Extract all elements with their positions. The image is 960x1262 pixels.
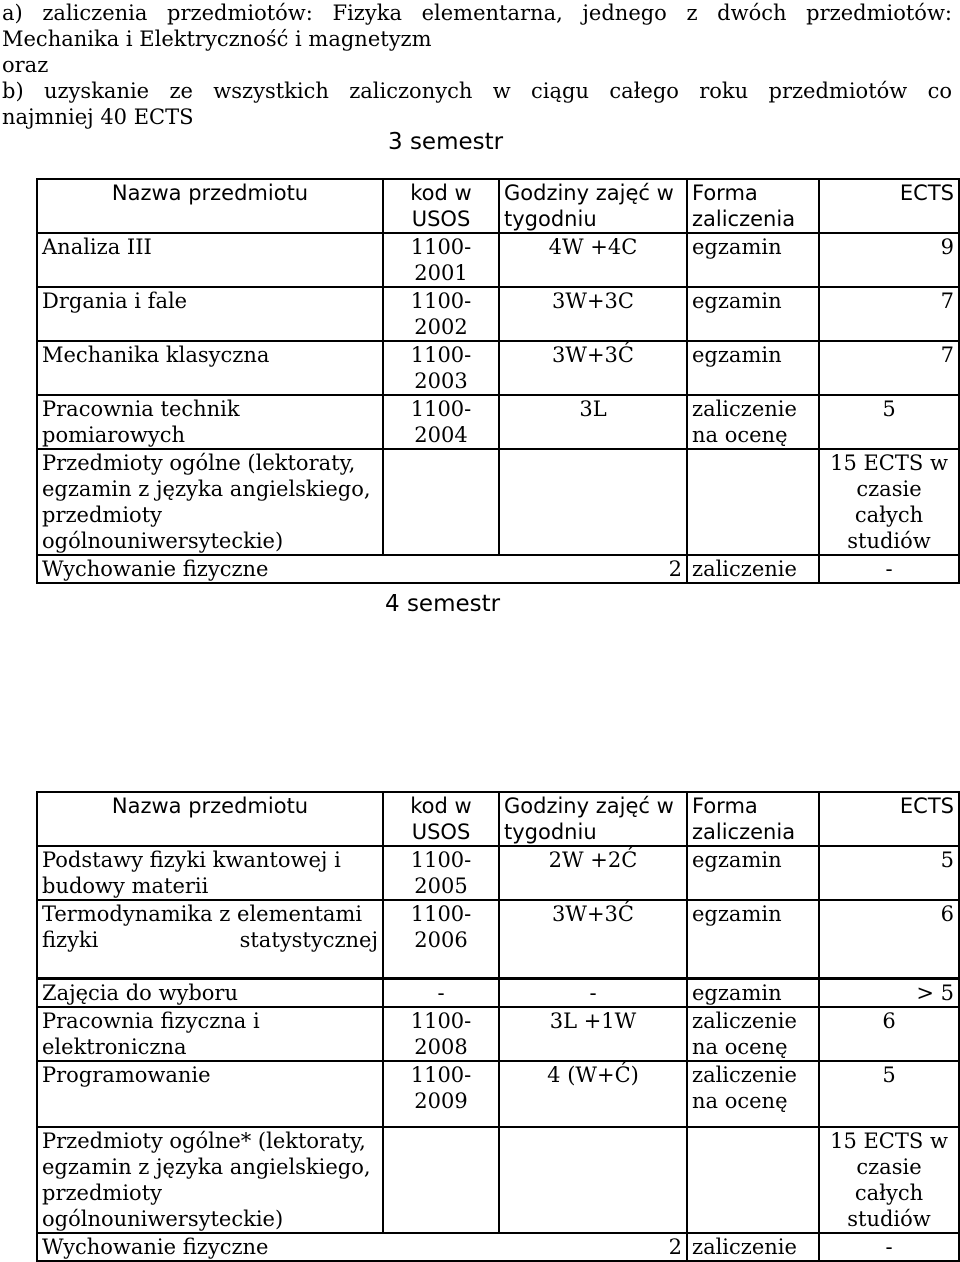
cell-ects: 9 (819, 233, 959, 287)
table-row (37, 979, 959, 1007)
cell-name: Termodynamika z elementami fizyki statystycznej (37, 900, 383, 978)
table-row (37, 1061, 959, 1127)
cell-name: Wychowanie fizyczne (37, 555, 499, 583)
cell-hours: 2 (499, 555, 687, 583)
cell-ects: 7 (819, 287, 959, 341)
cell-form: egzamin (687, 287, 819, 341)
table-row (37, 341, 959, 395)
cell-form: zaliczenie na ocenę (687, 395, 819, 449)
cell-hours: 4W +4C (499, 233, 687, 287)
cell-name: Programowanie (37, 1061, 383, 1127)
cell-code: 1100-2009 (383, 1061, 499, 1127)
cell-code (383, 449, 499, 555)
cell-ects: - (819, 1233, 959, 1261)
cell-form: zaliczenie (687, 555, 819, 583)
table-row (37, 287, 959, 341)
cell-ects: 5 (819, 395, 959, 449)
cell-code: - (383, 979, 499, 1007)
cell-form: egzamin (687, 979, 819, 1007)
cell-name: Mechanika klasyczna (37, 341, 383, 395)
cell-code: 1100-2008 (383, 1007, 499, 1061)
table-row (37, 1007, 959, 1061)
cell-ects: 7 (819, 341, 959, 395)
header-hours: Godziny zajęć w tygodniu (499, 179, 687, 233)
header-name: Nazwa przedmiotu (37, 792, 383, 846)
table-header-row (37, 179, 959, 233)
table-row (37, 1233, 959, 1261)
cell-code (383, 1127, 499, 1233)
header-form: Forma zaliczenia (687, 179, 819, 233)
cell-code: 1100-2004 (383, 395, 499, 449)
cell-form (687, 449, 819, 555)
cell-ects: 5 (819, 1061, 959, 1127)
header-name: Nazwa przedmiotu (37, 179, 383, 233)
semester-3-table (36, 178, 960, 584)
cell-hours: 2W +2Ć (499, 846, 687, 900)
cell-name: Pracownia technik pomiarowych (37, 395, 383, 449)
cell-form: egzamin (687, 233, 819, 287)
cell-form: zaliczenie na ocenę (687, 1061, 819, 1127)
cell-code: 1100-2003 (383, 341, 499, 395)
header-hours: Godziny zajęć w tygodniu (499, 792, 687, 846)
cell-ects: - (819, 555, 959, 583)
intro-line-b1: b) uzyskanie ze wszystkich zaliczonych w ciągu całego roku przedmiotów co (2, 79, 952, 103)
intro-line-a1: a) zaliczenia przedmiotów: Fizyka elementarna, jednego z dwóch przedmiotów: (2, 1, 952, 25)
cell-name: Przedmioty ogólne (lektoraty, egzamin z języka angielskiego, przedmioty ogólnouniwersyteckie) (37, 449, 383, 555)
table-row (37, 846, 959, 900)
table-row (37, 233, 959, 287)
table-row (37, 449, 959, 555)
cell-ects: 15 ECTS w czasie całych studiów (819, 449, 959, 555)
cell-hours: 2 (499, 1233, 687, 1261)
cell-ects: 15 ECTS w czasie całych studiów (819, 1127, 959, 1233)
cell-hours: - (499, 979, 687, 1007)
cell-form: egzamin (687, 900, 819, 978)
header-code: kod w USOS (383, 792, 499, 846)
cell-code: 1100-2006 (383, 900, 499, 978)
table-row (37, 395, 959, 449)
table-row (37, 900, 959, 978)
cell-hours: 3L +1W (499, 1007, 687, 1061)
cell-hours: 3W+3Ć (499, 900, 687, 978)
cell-form: zaliczenie (687, 1233, 819, 1261)
intro-line-oraz: oraz (2, 53, 49, 77)
semester-3-title: 3 semestr (388, 129, 504, 155)
cell-code: 1100-2005 (383, 846, 499, 900)
header-code: kod w USOS (383, 179, 499, 233)
cell-name: Podstawy fizyki kwantowej i budowy materii (37, 846, 383, 900)
cell-ects: 6 (819, 1007, 959, 1061)
header-ects: ECTS (819, 792, 959, 846)
cell-hours: 4 (W+Ć) (499, 1061, 687, 1127)
cell-name: Drgania i fale (37, 287, 383, 341)
cell-hours (499, 1127, 687, 1233)
cell-name: Pracownia fizyczna i elektroniczna (37, 1007, 383, 1061)
header-ects: ECTS (819, 179, 959, 233)
cell-code: 1100-2001 (383, 233, 499, 287)
intro-line-a2: Mechanika i Elektryczność i magnetyzm (2, 27, 432, 51)
cell-form (687, 1127, 819, 1233)
cell-form: zaliczenie na ocenę (687, 1007, 819, 1061)
cell-name: Przedmioty ogólne* (lektoraty, egzamin z języka angielskiego, przedmioty ogólnouniwersyteckie) (37, 1127, 383, 1233)
table-row (37, 1127, 959, 1233)
cell-code: 1100-2002 (383, 287, 499, 341)
cell-hours: 3W+3C (499, 287, 687, 341)
cell-hours (499, 449, 687, 555)
semester-4-table (36, 791, 960, 979)
cell-ects: 6 (819, 900, 959, 978)
cell-form: egzamin (687, 846, 819, 900)
intro-line-b2: najmniej 40 ECTS (2, 105, 194, 129)
cell-name: Wychowanie fizyczne (37, 1233, 499, 1261)
cell-ects: > 5 (819, 979, 959, 1007)
table-row (37, 555, 959, 583)
cell-name: Analiza III (37, 233, 383, 287)
cell-ects: 5 (819, 846, 959, 900)
cell-hours: 3L (499, 395, 687, 449)
cell-name: Zajęcia do wyboru (37, 979, 383, 1007)
semester-4-extra-table (36, 978, 960, 1262)
cell-form: egzamin (687, 341, 819, 395)
semester-4-title: 4 semestr (385, 591, 501, 617)
intro-text (2, 0, 952, 130)
table-header-row (37, 792, 959, 846)
cell-hours: 3W+3Ć (499, 341, 687, 395)
header-form: Forma zaliczenia (687, 792, 819, 846)
